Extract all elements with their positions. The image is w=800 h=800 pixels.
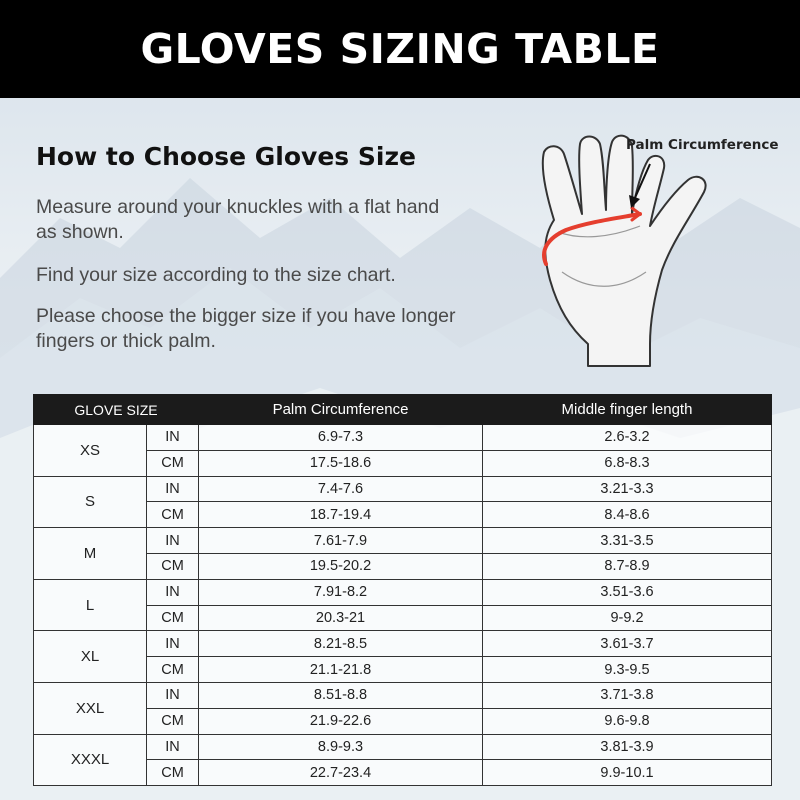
unit-cell: CM	[147, 760, 199, 786]
unit-cell: IN	[147, 734, 199, 760]
finger-cell: 9.3-9.5	[483, 657, 772, 683]
finger-cell: 9.6-9.8	[483, 708, 772, 734]
unit-cell: IN	[147, 579, 199, 605]
title-bar	[0, 0, 800, 98]
size-cell: M	[34, 528, 147, 580]
palm-cell: 8.9-9.3	[199, 734, 483, 760]
unit-cell: IN	[147, 682, 199, 708]
table-row	[34, 476, 772, 502]
instruction-find-size: Find your size according to the size chart.	[36, 264, 396, 286]
instruction-bigger-size: Please choose the bigger size if you have longer fingers or thick palm.	[36, 305, 456, 352]
finger-cell: 3.31-3.5	[483, 528, 772, 554]
palm-cell: 8.51-8.8	[199, 682, 483, 708]
finger-cell: 3.61-3.7	[483, 631, 772, 657]
unit-cell: CM	[147, 657, 199, 683]
header-glove-size: GLOVE SIZE	[34, 395, 199, 425]
table-header-row	[34, 395, 772, 425]
size-cell: XL	[34, 631, 147, 683]
palm-cell: 6.9-7.3	[199, 425, 483, 451]
unit-cell: IN	[147, 476, 199, 502]
palm-cell: 17.5-18.6	[199, 450, 483, 476]
palm-cell: 21.9-22.6	[199, 708, 483, 734]
section-heading: How to Choose Gloves Size	[36, 142, 416, 171]
size-cell: S	[34, 476, 147, 528]
finger-cell: 8.7-8.9	[483, 553, 772, 579]
header-middle-finger-length: Middle finger length	[483, 395, 772, 425]
table-row	[34, 528, 772, 554]
palm-cell: 22.7-23.4	[199, 760, 483, 786]
size-cell: L	[34, 579, 147, 631]
unit-cell: CM	[147, 708, 199, 734]
palm-cell: 19.5-20.2	[199, 553, 483, 579]
finger-cell: 3.51-3.6	[483, 579, 772, 605]
finger-cell: 8.4-8.6	[483, 502, 772, 528]
palm-cell: 7.4-7.6	[199, 476, 483, 502]
unit-cell: IN	[147, 425, 199, 451]
sizing-table	[33, 394, 772, 786]
size-cell: XXXL	[34, 734, 147, 786]
header-palm-circumference: Palm Circumference	[199, 395, 483, 425]
table-row	[34, 425, 772, 451]
palm-circumference-label: Palm Circumference	[626, 137, 779, 153]
unit-cell: CM	[147, 553, 199, 579]
table-row	[34, 631, 772, 657]
palm-cell: 21.1-21.8	[199, 657, 483, 683]
table-row	[34, 734, 772, 760]
finger-cell: 3.21-3.3	[483, 476, 772, 502]
palm-cell: 8.21-8.5	[199, 631, 483, 657]
palm-cell: 18.7-19.4	[199, 502, 483, 528]
palm-cell: 20.3-21	[199, 605, 483, 631]
finger-cell: 2.6-3.2	[483, 425, 772, 451]
finger-cell: 6.8-8.3	[483, 450, 772, 476]
table-body	[34, 425, 772, 786]
finger-cell: 9.9-10.1	[483, 760, 772, 786]
unit-cell: IN	[147, 631, 199, 657]
palm-cell: 7.91-8.2	[199, 579, 483, 605]
hand-diagram	[500, 122, 800, 382]
finger-cell: 9-9.2	[483, 605, 772, 631]
finger-cell: 3.81-3.9	[483, 734, 772, 760]
palm-cell: 7.61-7.9	[199, 528, 483, 554]
instruction-measure: Measure around your knuckles with a flat hand as shown.	[36, 196, 440, 243]
unit-cell: CM	[147, 502, 199, 528]
size-cell: XXL	[34, 682, 147, 734]
unit-cell: IN	[147, 528, 199, 554]
table-row	[34, 579, 772, 605]
instructions	[36, 195, 496, 354]
table-row	[34, 682, 772, 708]
hand-outline-icon	[500, 122, 800, 382]
page-title: GLOVES SIZING TABLE	[140, 25, 660, 73]
unit-cell: CM	[147, 605, 199, 631]
unit-cell: CM	[147, 450, 199, 476]
finger-cell: 3.71-3.8	[483, 682, 772, 708]
size-cell: XS	[34, 425, 147, 477]
